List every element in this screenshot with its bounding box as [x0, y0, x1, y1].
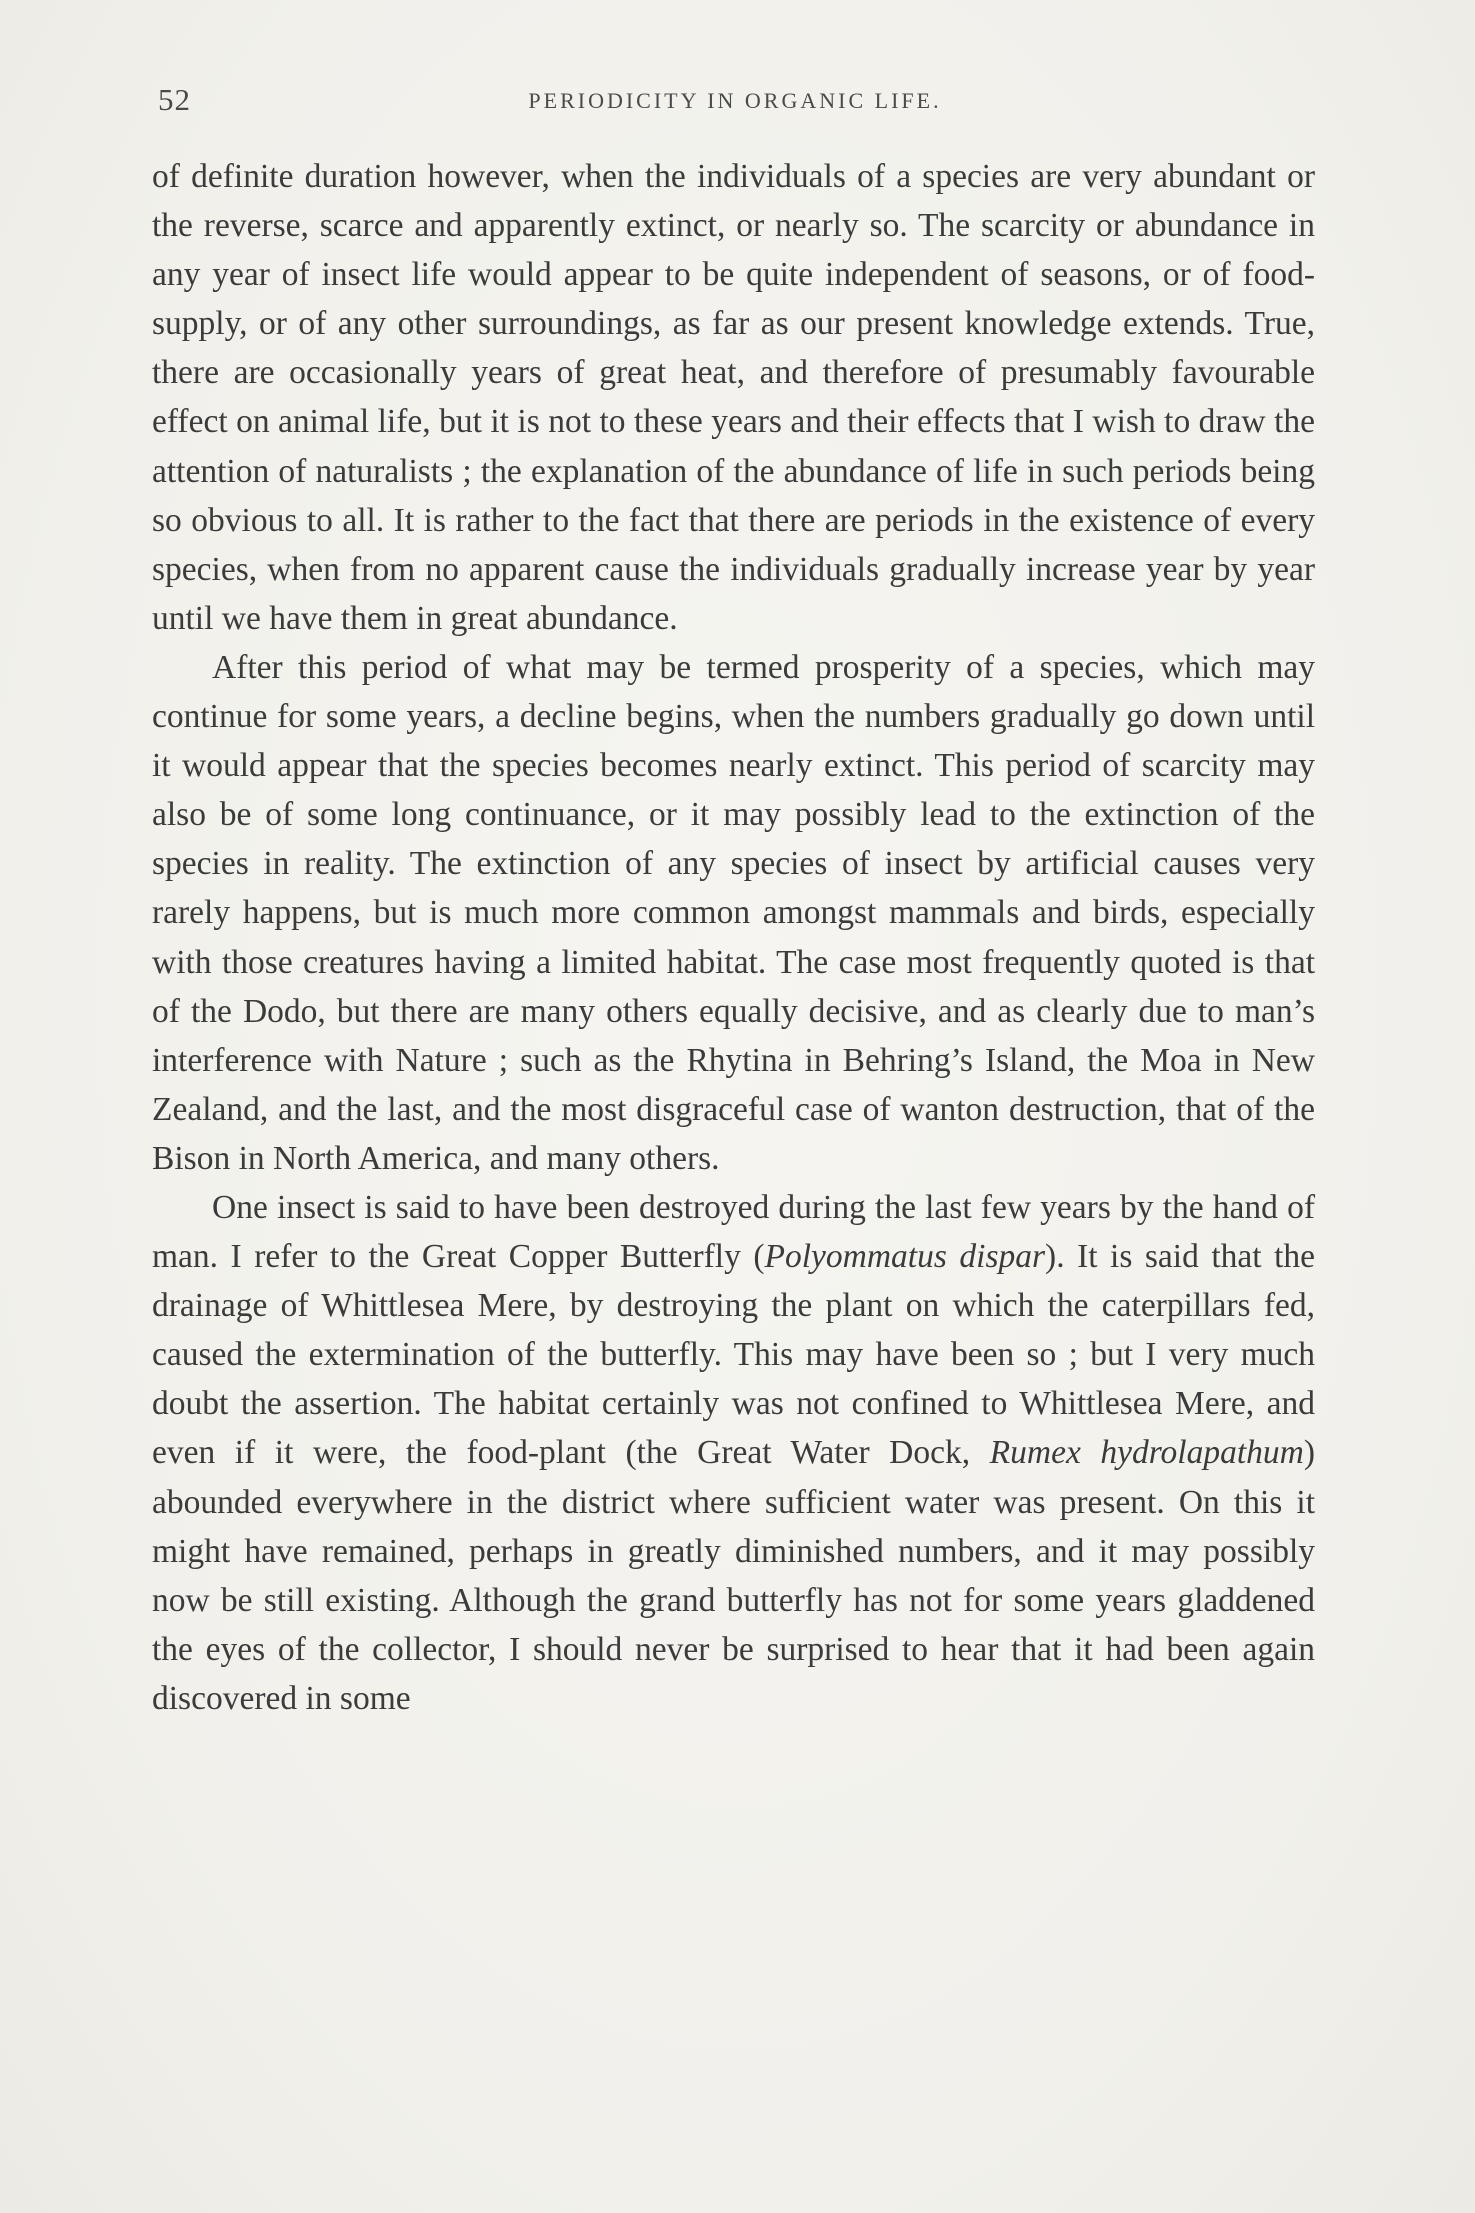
running-head: [150, 82, 1320, 122]
page-number: 52: [158, 82, 191, 117]
paragraph-3-text-c: ) abounded everywhere in the district where sufficient water was present. On this it might have remained, perhaps in greatly diminished numbers, and it may possibly now be still existing. Although the grand butterfly has not for some years gladdened the eyes of the collector, I should never be surprised to hear that it had been again discovered in some: [152, 1434, 1315, 1717]
body-text: [152, 152, 1315, 1723]
paragraph-2: After this period of what may be termed prosperity of a species, which may continue for some years, a decline begins, when the numbers gradually go down until it would appear that the species becomes nearly extinct. This period of scarcity may also be of some long continuance, or it may possibly lead to the extinction of the species in reality. The extinction of any species of insect by artificial causes very rarely happens, but is much more common amongst mammals and birds, especially with those creatures having a limited habitat. The case most frequently quoted is that of the Dodo, but there are many others equally decisive, and as clearly due to man’s interference with Nature ; such as the Rhytina in Behring’s Island, the Moa in New Zealand, and the last, and the most disgraceful case of wanton destruction, that of the Bison in North America, and many others.: [152, 648, 1315, 1177]
plant-name-italic: Rumex hydrolapathum: [989, 1434, 1304, 1472]
paragraph-1: of definite duration however, when the individuals of a species are very abundant or the reverse, scarce and apparently extinct, or nearly so. The scarcity or abundance in any year of insect life would appear to be quite independent of seasons, or of food-supply, or of any other surroundings, as far as our present knowledge extends. True, there are occasionally years of great heat, and therefore of presumably favourable effect on animal life, but it is not to these years and their effects that I wish to draw the attention of naturalists ; the explanation of the abundance of life in such periods being so obvious to all. It is rather to the fact that there are periods in the existence of every species, when from no apparent cause the individuals gradually increase year by year until we have them in great abundance.: [152, 158, 1315, 637]
paragraph-3-text-b: ). It is said that the drainage of Whittlesea Mere, by destroying the plant on which the caterpillars fed, caused the extermination of the butterfly. This may have been so ; but I very much doubt the assertion. The habitat certainly was not confined to Whittlesea Mere, and even if it were, the food-plant (the Great Water Dock,: [152, 1238, 1316, 1472]
paragraph-3: [152, 1183, 1315, 1723]
paragraph-3-text-a: One insect is said to have been destroyed during the last few years by the hand of man. I refer to the Great Copper Butterfly (: [152, 1188, 1315, 1276]
running-title: PERIODICITY IN ORGANIC LIFE.: [528, 88, 942, 113]
species-name-italic: Polyommatus dispar: [764, 1238, 1046, 1276]
